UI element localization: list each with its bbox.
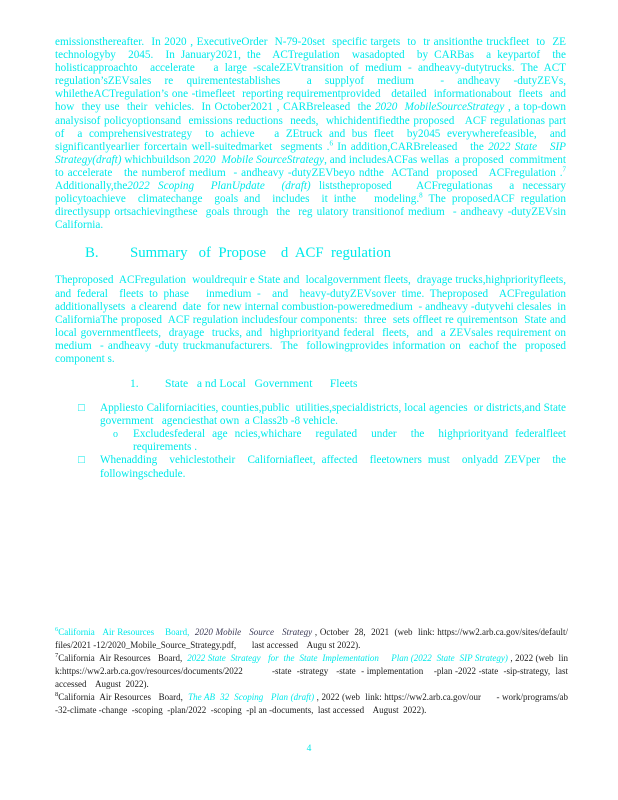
footnote-ref-8: 8 [419,191,423,200]
square-bullet-icon: □ [78,454,85,467]
footnote-8-citation: , 2022 (web link: https://ww2.arb.ca.gov/our - work/programs/ab -32-climate -change -scoping -plan/2022 -scoping -pl an -documents, last accessed August 2022). [55,692,577,715]
section-1-title: State a nd Local Government Fleets [165,377,358,391]
intro-text-7: liststheproposed ACFregulationas a necessary policytoachieve climatechange goals and includes it inthe modeling. [55,180,572,206]
footnote-6 [55,626,584,652]
footnote-7-author: California Air Resources Board, [58,653,188,663]
intro-text-8: The proposedACF regulation directlysupp ortsachievingthese goals through the reg ulatory transitionof medium - andheavy -dutyZEVsin California. [55,193,572,232]
footnotes-section [55,626,584,717]
footnote-7-number: 7 [55,652,59,659]
intro-text-2: , a top-down analysisof policyoptionsand emissions reductions needs, whichidentifiedthe proposed ACF regulationas part of a comprehensivestrategy to achieve a ZEtruck and bus fleet by2045 everywherefeasible, and significantlyearlier forcertain well-suitedmarket segments . [55,101,575,153]
page-content [55,36,575,481]
bullet-item-excludes [55,428,569,454]
footnote-7-citation: , 2022 (web lin k:https://ww2.arb.ca.gov/resources/documents/2022 -state -strategy -state - implementation -plan -2022 -state -sip-strategy, last accessed August 2022). [55,653,571,689]
intro-text-6: Additionally,the [55,166,569,193]
footnote-6-author: California Air Resources Board, [58,627,195,637]
bullet-item-applies [55,402,569,428]
footnote-7-title: 2022 State Strategy for the State Implementation Plan (2022 State SIP Strategy) [187,653,508,663]
title-scoping-plan-update: 2022 Scoping PlanUpdate (draft) [127,180,311,193]
footnote-6-number: 6 [55,626,59,633]
footnote-8 [55,691,577,717]
bullet-text: Excludesfederal age ncies,whichare regulated under the highpriorityand federalfleet requirements . [133,428,569,454]
footnote-8-number: 8 [55,691,59,698]
footnote-7 [55,652,571,691]
footnote-8-title: The AB 32 Scoping Plan (draft) [188,692,315,702]
footnote-8-author: California Air Resources Board, [58,692,189,702]
bullet-text: Appliesto Californiacities, counties,public utilities,specialdistricts, local agencies or districts,and State government agenciesthat own a Class2b -8 vehicle. [100,402,569,428]
footnote-6-title: 2020 Mobile Source Strategy [194,627,313,637]
intro-text-5: , and includesACFas wellas a proposed commitment to accelerate the numberof medium - andheavy -dutyZEVbeyo ndthe ACTand proposed ACFregulation . [55,153,572,179]
title-mobile-source-strategy-2: 2020 Mobile SourceStrategy [193,153,325,166]
footnote-ref-7: 7 [562,165,566,174]
bullet-list [55,402,572,481]
title-sip-strategy: 2022 State SIP Strategy(draft) [55,140,569,166]
footnote-6-citation: , October 28, 2021 (web link: https://ww2.arb.ca.gov/sites/default/ files/2021 -12/2020_Mobile_Source_Strategy.pdf, last accessed Augu st 2022). [55,627,584,650]
bullet-text: Whenadding vehiclestotheir Californiafleet, affected fleetowners must onlyadd ZEVper the followingschedule. [100,454,572,480]
summary-paragraph: Theproposed ACFregulation wouldrequir e State and localgovernment fleets, drayage trucks,highpriorityfleets, and federal fleets to phase inmedium - and heavy-dutyZEVsover time. Theproposed ACFregulation additionallysets a clearend date for new internal combustion-poweredmedium - andheavy -dutyvehi clesales in CaliforniaThe proposed ACF regulation includesfour components: three sets offleet re quirementson State and local governmentfleets, drayage trucks, and highpriorityand federal fleets, and a ZEVsales requirement on medium - andheavy -duty truckmanufacturers. The followingprovides information on eachof the proposed component s. [55,274,572,365]
bullet-item-when-adding [55,454,572,480]
square-bullet-icon: □ [78,402,85,415]
title-mobile-source-strategy: 2020 MobileSourceStrategy [374,101,505,114]
intro-text-1: emissionsthereafter. In 2020 , ExecutiveOrder N-79-20set specific targets to tr ansitionthe truckfleet to ZE technologyby 2045. In January2021, the ACTregulation wasadopted by CARBas a keypartof the holisticapproachto accelerate a large -scaleZEVtransition of medium - andheavy-dutytrucks. The ACT regulation’sZEVsales re quirementestablishes a supplyof medium - andheavy -dutyZEVs, whiletheACTregulation’s one -timefleet reporting requirementprovided detailed informationabout fleets and how they use their vehicles. In October2021 , CARBreleased the [55,36,572,114]
section-b-title: Summary of Propose d ACF regulation [130,245,391,262]
page-number: 4 [306,744,312,754]
circle-bullet-icon: o [113,429,118,441]
intro-text-4: whichbuildson [121,153,194,166]
section-b-label: B. [85,245,99,262]
section-1-label: 1. [130,377,139,391]
section-1-heading [55,377,566,391]
intro-text-3: In addition,CARBreleased the [332,140,489,153]
section-b-heading [55,245,566,262]
intro-paragraph [55,36,575,232]
footnote-ref-6: 6 [329,139,333,148]
